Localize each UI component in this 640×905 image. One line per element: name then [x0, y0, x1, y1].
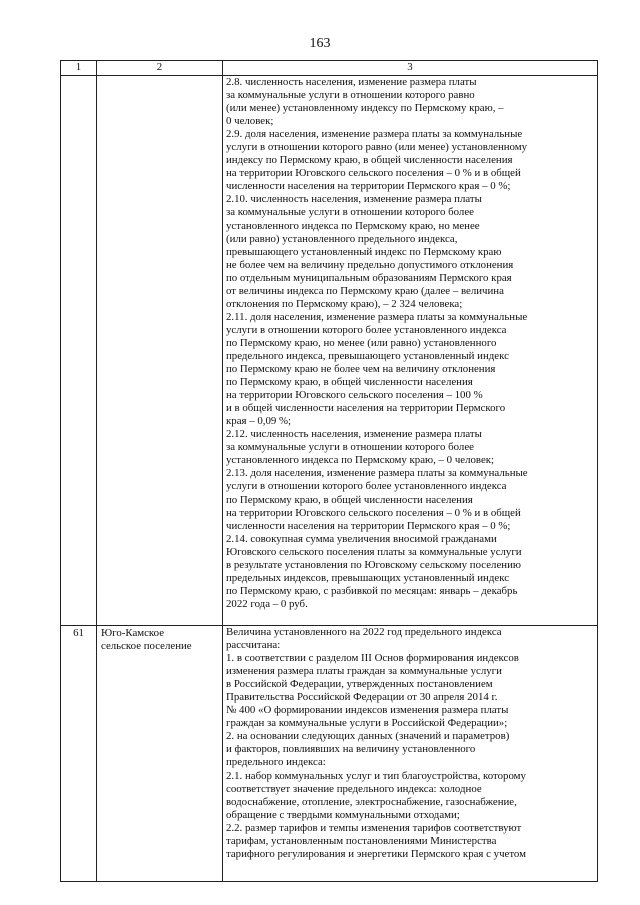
row-number	[61, 76, 97, 626]
text-line: тарифам, установленным постановлениями Министерства	[226, 834, 497, 847]
text-line: (или менее) установленному индексу по Пермскому краю, –	[226, 102, 504, 115]
text-line: по Пермскому краю, в общей численности населения	[226, 376, 473, 389]
text-line: Правительства Российской Федерации от 30 апреля 2014 г.	[226, 691, 498, 704]
table-header-row	[61, 61, 598, 76]
settlement-name	[97, 626, 223, 882]
text-line: края – 0,09 %;	[226, 415, 292, 428]
row-number: 61	[61, 626, 97, 882]
table-row	[61, 76, 598, 626]
text-line: услуги в отношении которого более установленного индекса	[226, 480, 507, 493]
text-line: на территории Юговского сельского поселения – 0 % и в общей	[226, 167, 521, 180]
text-line: сельское поселение	[101, 640, 192, 653]
text-line: установленного индекса по Пермскому краю, но менее	[226, 219, 480, 232]
text-line: по Пермскому краю, но менее (или равно) установленного	[226, 336, 497, 349]
text-line: предельного индекса:	[226, 756, 326, 769]
text-line: изменения размера платы граждан за коммунальные услуги	[226, 665, 502, 678]
row-text	[223, 76, 598, 626]
page-number: 163	[309, 36, 331, 51]
text-line: предельных индексов, превышающих установленный индекс	[226, 571, 510, 584]
text-line: 2.13. доля населения, изменение размера платы за коммунальные	[226, 467, 528, 480]
text-line: 2.8. численность населения, изменение размера платы	[226, 76, 477, 88]
text-line: и в общей численности населения на территории Пермского	[226, 402, 506, 415]
text-line: 2. на основании следующих данных (значений и параметров)	[226, 730, 510, 743]
text-line: и факторов, повлиявших на величину установленного	[226, 743, 476, 756]
text-line: за коммунальные услуги в отношении которого более	[226, 441, 474, 454]
text-line: 2.9. доля населения, изменение размера платы за коммунальные	[226, 128, 523, 141]
text-line: по отдельным муниципальным образованиям Пермского края	[226, 271, 512, 284]
row-text	[223, 626, 598, 882]
text-line: 0 человек;	[226, 115, 274, 128]
text-line: не более чем на величину предельно допустимого отклонения	[226, 258, 514, 271]
text-line: 1. в соответствии с разделом III Основ формирования индексов	[226, 652, 519, 665]
text-line: в результате установления по Юговскому сельскому поселению	[226, 558, 521, 571]
document-table	[60, 60, 598, 882]
text-line: рассчитана:	[226, 639, 281, 652]
text-line: от величины индекса по Пермскому краю (далее – величина	[226, 284, 504, 297]
text-line: на территории Юговского сельского поселения – 100 %	[226, 389, 483, 402]
text-line: установленного индекса по Пермскому краю, – 0 человек;	[226, 454, 495, 467]
text-line: по Пермскому краю, с разбивкой по месяцам: январь – декабрь	[226, 584, 518, 597]
text-line: водоснабжение, отопление, электроснабжение, газоснабжение,	[226, 795, 517, 808]
settlement-name	[97, 76, 223, 626]
text-line: обращение с твердыми коммунальными отходами;	[226, 808, 460, 821]
text-line: 2.14. совокупная сумма увеличения вносимой гражданами	[226, 532, 497, 545]
text-line: Юговского сельского поселения платы за коммунальные услуги	[226, 545, 522, 558]
text-line: № 400 «О формировании индексов изменения размера платы	[226, 704, 509, 717]
text-line: 2.12. численность населения, изменение размера платы	[226, 428, 482, 441]
text-line: 2.11. доля населения, изменение размера платы за коммунальные	[226, 310, 528, 323]
header-col-2: 2	[97, 61, 223, 76]
text-line: на территории Юговского сельского поселения – 0 % и в общей	[226, 506, 521, 519]
text-line: за коммунальные услуги в отношении которого более	[226, 206, 474, 219]
text-line: численности населения на территории Пермского края – 0 %;	[226, 519, 511, 532]
text-line: 2.1. набор коммунальных услуг и тип благоустройства, которому	[226, 769, 526, 782]
text-line: Юго-Камское	[101, 627, 165, 639]
text-line: соответствует значение предельного индекса: холодное	[226, 782, 482, 795]
text-line: 2.2. размер тарифов и темпы изменения тарифов соответствуют	[226, 821, 522, 834]
header-col-3: 3	[223, 61, 598, 76]
text-line: предельного индекса, превышающего установленный индекс	[226, 349, 509, 362]
text-line: Величина установленного на 2022 год предельного индекса	[226, 626, 502, 638]
text-line: по Пермскому краю не более чем на величину отклонения	[226, 363, 496, 376]
text-line: по Пермскому краю, в общей численности населения	[226, 493, 473, 506]
text-line: услуги в отношении которого равно (или менее) установленному	[226, 141, 528, 154]
text-line: за коммунальные услуги в отношении которого равно	[226, 89, 475, 102]
text-line: услуги в отношении которого более установленного индекса	[226, 323, 507, 336]
text-line: индексу по Пермскому краю, в общей численности населения	[226, 154, 513, 167]
text-line: граждан за коммунальные услуги в Российской Федерации»;	[226, 717, 508, 730]
text-line: численности населения на территории Пермского края – 0 %;	[226, 180, 511, 193]
text-line: в Российской Федерации, утвержденных постановлением	[226, 678, 493, 691]
header-col-1: 1	[61, 61, 97, 76]
text-line: превышающего установленный индекс по Пермскому краю	[226, 245, 502, 258]
text-line: 2022 года – 0 руб.	[226, 597, 308, 610]
text-line: (или равно) установленного предельного индекса,	[226, 232, 458, 245]
table-row	[61, 626, 598, 882]
text-line: отклонения по Пермскому краю), – 2 324 человека;	[226, 297, 463, 310]
text-line: тарифного регулирования и энергетики Пермского края с учетом	[226, 847, 527, 860]
text-line: 2.10. численность населения, изменение размера платы	[226, 193, 482, 206]
